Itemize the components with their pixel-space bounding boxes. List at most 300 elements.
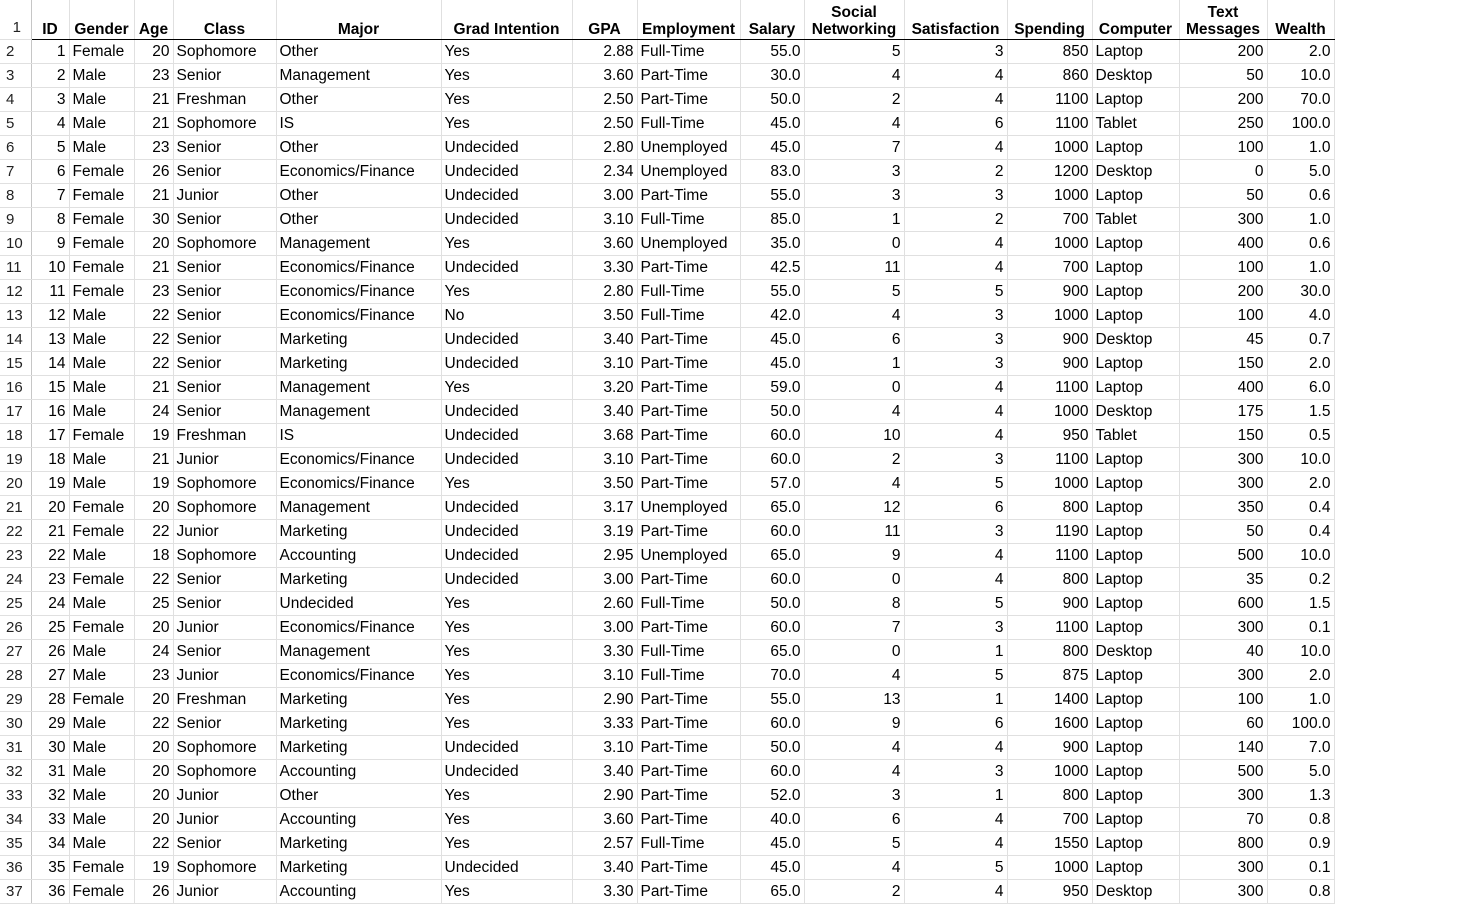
cell-computer[interactable]: Laptop	[1092, 663, 1179, 687]
row-number[interactable]: 24	[0, 567, 31, 591]
cell-salary[interactable]: 50.0	[740, 87, 804, 111]
cell-social-networking[interactable]: 4	[804, 759, 904, 783]
row-number[interactable]: 2	[0, 39, 31, 63]
cell-social-networking[interactable]: 10	[804, 423, 904, 447]
cell-employment[interactable]: Part-Time	[637, 807, 740, 831]
cell-id[interactable]: 21	[31, 519, 69, 543]
row-number[interactable]: 23	[0, 543, 31, 567]
cell-satisfaction[interactable]: 3	[904, 447, 1007, 471]
cell-computer[interactable]: Laptop	[1092, 303, 1179, 327]
cell-salary[interactable]: 45.0	[740, 351, 804, 375]
cell-text-messages[interactable]: 40	[1179, 639, 1267, 663]
cell-employment[interactable]: Part-Time	[637, 423, 740, 447]
cell-employment[interactable]: Full-Time	[637, 591, 740, 615]
cell-age[interactable]: 20	[134, 39, 173, 63]
cell-id[interactable]: 19	[31, 471, 69, 495]
cell-class[interactable]: Senior	[173, 567, 276, 591]
cell-id[interactable]: 8	[31, 207, 69, 231]
cell-id[interactable]: 12	[31, 303, 69, 327]
cell-wealth[interactable]: 2.0	[1267, 471, 1334, 495]
cell-wealth[interactable]: 5.0	[1267, 159, 1334, 183]
cell-class[interactable]: Junior	[173, 783, 276, 807]
cell-satisfaction[interactable]: 5	[904, 855, 1007, 879]
cell-wealth[interactable]: 1.5	[1267, 399, 1334, 423]
cell-wealth[interactable]: 10.0	[1267, 63, 1334, 87]
header-cell-spending[interactable]: Spending	[1007, 0, 1092, 39]
cell-text-messages[interactable]: 300	[1179, 855, 1267, 879]
cell-spending[interactable]: 1100	[1007, 87, 1092, 111]
cell-grad-intention[interactable]: Yes	[441, 279, 572, 303]
cell-text-messages[interactable]: 400	[1179, 375, 1267, 399]
cell-wealth[interactable]: 100.0	[1267, 111, 1334, 135]
cell-social-networking[interactable]: 1	[804, 207, 904, 231]
cell-major[interactable]: Accounting	[276, 759, 441, 783]
cell-spending[interactable]: 850	[1007, 39, 1092, 63]
cell-salary[interactable]: 60.0	[740, 711, 804, 735]
row-number[interactable]: 37	[0, 879, 31, 903]
cell-satisfaction[interactable]: 5	[904, 471, 1007, 495]
cell-text-messages[interactable]: 400	[1179, 231, 1267, 255]
cell-spending[interactable]: 1000	[1007, 471, 1092, 495]
cell-major[interactable]: IS	[276, 111, 441, 135]
cell-spending[interactable]: 1000	[1007, 855, 1092, 879]
cell-computer[interactable]: Laptop	[1092, 135, 1179, 159]
cell-spending[interactable]: 800	[1007, 783, 1092, 807]
cell-major[interactable]: Marketing	[276, 519, 441, 543]
cell-class[interactable]: Sophomore	[173, 759, 276, 783]
cell-major[interactable]: Accounting	[276, 543, 441, 567]
cell-id[interactable]: 9	[31, 231, 69, 255]
cell-salary[interactable]: 45.0	[740, 855, 804, 879]
cell-text-messages[interactable]: 300	[1179, 879, 1267, 903]
row-number[interactable]: 17	[0, 399, 31, 423]
cell-gpa[interactable]: 3.00	[572, 615, 637, 639]
cell-text-messages[interactable]: 45	[1179, 327, 1267, 351]
cell-class[interactable]: Junior	[173, 447, 276, 471]
cell-computer[interactable]: Laptop	[1092, 519, 1179, 543]
cell-computer[interactable]: Laptop	[1092, 495, 1179, 519]
cell-gender[interactable]: Male	[69, 447, 134, 471]
cell-major[interactable]: Management	[276, 63, 441, 87]
cell-text-messages[interactable]: 60	[1179, 711, 1267, 735]
cell-spending[interactable]: 860	[1007, 63, 1092, 87]
cell-spending[interactable]: 700	[1007, 255, 1092, 279]
cell-social-networking[interactable]: 11	[804, 255, 904, 279]
cell-id[interactable]: 28	[31, 687, 69, 711]
cell-id[interactable]: 34	[31, 831, 69, 855]
cell-class[interactable]: Senior	[173, 135, 276, 159]
cell-spending[interactable]: 800	[1007, 567, 1092, 591]
cell-grad-intention[interactable]: Undecided	[441, 255, 572, 279]
cell-satisfaction[interactable]: 1	[904, 639, 1007, 663]
cell-text-messages[interactable]: 300	[1179, 447, 1267, 471]
cell-gpa[interactable]: 3.00	[572, 567, 637, 591]
cell-gender[interactable]: Female	[69, 423, 134, 447]
cell-text-messages[interactable]: 300	[1179, 615, 1267, 639]
header-cell-text-messages[interactable]	[1179, 0, 1267, 39]
cell-employment[interactable]: Unemployed	[637, 135, 740, 159]
cell-computer[interactable]: Laptop	[1092, 567, 1179, 591]
cell-gender[interactable]: Female	[69, 279, 134, 303]
cell-salary[interactable]: 50.0	[740, 399, 804, 423]
cell-gender[interactable]: Male	[69, 639, 134, 663]
cell-grad-intention[interactable]: Yes	[441, 687, 572, 711]
cell-salary[interactable]: 60.0	[740, 423, 804, 447]
cell-employment[interactable]: Full-Time	[637, 639, 740, 663]
cell-major[interactable]: IS	[276, 423, 441, 447]
cell-spending[interactable]: 900	[1007, 327, 1092, 351]
cell-gender[interactable]: Female	[69, 39, 134, 63]
cell-id[interactable]: 17	[31, 423, 69, 447]
cell-satisfaction[interactable]: 4	[904, 255, 1007, 279]
cell-text-messages[interactable]: 300	[1179, 783, 1267, 807]
cell-wealth[interactable]: 1.0	[1267, 135, 1334, 159]
cell-spending[interactable]: 900	[1007, 351, 1092, 375]
row-number[interactable]: 3	[0, 63, 31, 87]
cell-gpa[interactable]: 3.19	[572, 519, 637, 543]
cell-satisfaction[interactable]: 2	[904, 159, 1007, 183]
cell-wealth[interactable]: 5.0	[1267, 759, 1334, 783]
cell-grad-intention[interactable]: Undecided	[441, 519, 572, 543]
cell-social-networking[interactable]: 5	[804, 39, 904, 63]
cell-wealth[interactable]: 0.6	[1267, 183, 1334, 207]
cell-social-networking[interactable]: 3	[804, 183, 904, 207]
cell-id[interactable]: 5	[31, 135, 69, 159]
cell-salary[interactable]: 30.0	[740, 63, 804, 87]
cell-spending[interactable]: 875	[1007, 663, 1092, 687]
cell-employment[interactable]: Part-Time	[637, 855, 740, 879]
cell-social-networking[interactable]: 4	[804, 63, 904, 87]
cell-employment[interactable]: Part-Time	[637, 255, 740, 279]
cell-grad-intention[interactable]: Yes	[441, 111, 572, 135]
cell-grad-intention[interactable]: Undecided	[441, 567, 572, 591]
cell-age[interactable]: 22	[134, 711, 173, 735]
row-number[interactable]: 12	[0, 279, 31, 303]
cell-satisfaction[interactable]: 6	[904, 711, 1007, 735]
cell-computer[interactable]: Laptop	[1092, 759, 1179, 783]
cell-salary[interactable]: 45.0	[740, 135, 804, 159]
cell-gender[interactable]: Female	[69, 159, 134, 183]
cell-salary[interactable]: 55.0	[740, 279, 804, 303]
cell-social-networking[interactable]: 2	[804, 879, 904, 903]
cell-grad-intention[interactable]: Undecided	[441, 327, 572, 351]
cell-gender[interactable]: Male	[69, 591, 134, 615]
cell-grad-intention[interactable]: Yes	[441, 807, 572, 831]
cell-age[interactable]: 22	[134, 351, 173, 375]
cell-satisfaction[interactable]: 3	[904, 519, 1007, 543]
cell-gpa[interactable]: 3.60	[572, 231, 637, 255]
cell-major[interactable]: Marketing	[276, 351, 441, 375]
cell-salary[interactable]: 85.0	[740, 207, 804, 231]
cell-spending[interactable]: 900	[1007, 279, 1092, 303]
header-cell-social-networking[interactable]	[804, 0, 904, 39]
cell-gpa[interactable]: 3.68	[572, 423, 637, 447]
cell-employment[interactable]: Part-Time	[637, 759, 740, 783]
cell-satisfaction[interactable]: 5	[904, 591, 1007, 615]
row-number[interactable]: 19	[0, 447, 31, 471]
cell-grad-intention[interactable]: Yes	[441, 615, 572, 639]
cell-id[interactable]: 23	[31, 567, 69, 591]
cell-spending[interactable]: 1100	[1007, 447, 1092, 471]
cell-id[interactable]: 26	[31, 639, 69, 663]
row-number[interactable]: 9	[0, 207, 31, 231]
cell-age[interactable]: 24	[134, 399, 173, 423]
cell-major[interactable]: Management	[276, 399, 441, 423]
cell-salary[interactable]: 42.5	[740, 255, 804, 279]
cell-employment[interactable]: Part-Time	[637, 87, 740, 111]
cell-computer[interactable]: Laptop	[1092, 375, 1179, 399]
cell-computer[interactable]: Laptop	[1092, 87, 1179, 111]
cell-gender[interactable]: Female	[69, 495, 134, 519]
cell-computer[interactable]: Laptop	[1092, 471, 1179, 495]
cell-text-messages[interactable]: 140	[1179, 735, 1267, 759]
cell-salary[interactable]: 50.0	[740, 735, 804, 759]
cell-wealth[interactable]: 1.5	[1267, 591, 1334, 615]
cell-social-networking[interactable]: 8	[804, 591, 904, 615]
cell-satisfaction[interactable]: 2	[904, 207, 1007, 231]
cell-gpa[interactable]: 3.10	[572, 207, 637, 231]
cell-satisfaction[interactable]: 3	[904, 303, 1007, 327]
row-number[interactable]: 5	[0, 111, 31, 135]
row-number[interactable]: 32	[0, 759, 31, 783]
cell-salary[interactable]: 42.0	[740, 303, 804, 327]
cell-gpa[interactable]: 3.50	[572, 471, 637, 495]
cell-id[interactable]: 32	[31, 783, 69, 807]
cell-major[interactable]: Other	[276, 135, 441, 159]
cell-text-messages[interactable]: 100	[1179, 135, 1267, 159]
cell-employment[interactable]: Part-Time	[637, 879, 740, 903]
cell-spending[interactable]: 700	[1007, 807, 1092, 831]
cell-spending[interactable]: 1550	[1007, 831, 1092, 855]
cell-spending[interactable]: 800	[1007, 639, 1092, 663]
cell-computer[interactable]: Laptop	[1092, 39, 1179, 63]
row-number[interactable]: 20	[0, 471, 31, 495]
cell-class[interactable]: Junior	[173, 807, 276, 831]
cell-id[interactable]: 36	[31, 879, 69, 903]
cell-social-networking[interactable]: 0	[804, 231, 904, 255]
cell-salary[interactable]: 83.0	[740, 159, 804, 183]
cell-gender[interactable]: Male	[69, 663, 134, 687]
cell-id[interactable]: 3	[31, 87, 69, 111]
cell-employment[interactable]: Part-Time	[637, 63, 740, 87]
row-number[interactable]: 6	[0, 135, 31, 159]
cell-age[interactable]: 26	[134, 159, 173, 183]
row-number[interactable]: 35	[0, 831, 31, 855]
cell-employment[interactable]: Part-Time	[637, 783, 740, 807]
cell-age[interactable]: 19	[134, 471, 173, 495]
cell-age[interactable]: 25	[134, 591, 173, 615]
cell-age[interactable]: 18	[134, 543, 173, 567]
cell-age[interactable]: 20	[134, 495, 173, 519]
cell-id[interactable]: 27	[31, 663, 69, 687]
cell-major[interactable]: Marketing	[276, 855, 441, 879]
cell-satisfaction[interactable]: 4	[904, 63, 1007, 87]
cell-satisfaction[interactable]: 5	[904, 663, 1007, 687]
cell-class[interactable]: Senior	[173, 831, 276, 855]
cell-id[interactable]: 11	[31, 279, 69, 303]
cell-computer[interactable]: Tablet	[1092, 423, 1179, 447]
cell-grad-intention[interactable]: Yes	[441, 591, 572, 615]
cell-salary[interactable]: 60.0	[740, 519, 804, 543]
header-cell-computer[interactable]: Computer	[1092, 0, 1179, 39]
cell-gpa[interactable]: 3.10	[572, 447, 637, 471]
cell-class[interactable]: Senior	[173, 159, 276, 183]
cell-social-networking[interactable]: 11	[804, 519, 904, 543]
cell-wealth[interactable]: 10.0	[1267, 543, 1334, 567]
cell-satisfaction[interactable]: 6	[904, 111, 1007, 135]
cell-text-messages[interactable]: 150	[1179, 351, 1267, 375]
cell-major[interactable]: Undecided	[276, 591, 441, 615]
cell-text-messages[interactable]: 175	[1179, 399, 1267, 423]
cell-spending[interactable]: 1000	[1007, 231, 1092, 255]
cell-class[interactable]: Sophomore	[173, 855, 276, 879]
cell-grad-intention[interactable]: Yes	[441, 471, 572, 495]
cell-spending[interactable]: 1000	[1007, 303, 1092, 327]
cell-satisfaction[interactable]: 4	[904, 567, 1007, 591]
row-number[interactable]: 1	[0, 0, 31, 39]
cell-spending[interactable]: 1100	[1007, 375, 1092, 399]
cell-salary[interactable]: 59.0	[740, 375, 804, 399]
cell-gpa[interactable]: 3.10	[572, 735, 637, 759]
cell-social-networking[interactable]: 3	[804, 783, 904, 807]
cell-wealth[interactable]: 0.1	[1267, 615, 1334, 639]
cell-text-messages[interactable]: 300	[1179, 207, 1267, 231]
cell-employment[interactable]: Full-Time	[637, 279, 740, 303]
cell-computer[interactable]: Laptop	[1092, 231, 1179, 255]
row-number[interactable]: 30	[0, 711, 31, 735]
cell-age[interactable]: 23	[134, 135, 173, 159]
cell-employment[interactable]: Full-Time	[637, 663, 740, 687]
cell-employment[interactable]: Part-Time	[637, 519, 740, 543]
cell-text-messages[interactable]: 350	[1179, 495, 1267, 519]
header-cell-gender[interactable]: Gender	[69, 0, 134, 39]
cell-salary[interactable]: 65.0	[740, 879, 804, 903]
cell-employment[interactable]: Part-Time	[637, 471, 740, 495]
cell-gender[interactable]: Female	[69, 519, 134, 543]
cell-computer[interactable]: Desktop	[1092, 639, 1179, 663]
row-number[interactable]: 29	[0, 687, 31, 711]
row-number[interactable]: 26	[0, 615, 31, 639]
cell-social-networking[interactable]: 4	[804, 303, 904, 327]
cell-text-messages[interactable]: 200	[1179, 87, 1267, 111]
cell-major[interactable]: Economics/Finance	[276, 663, 441, 687]
cell-spending[interactable]: 1000	[1007, 135, 1092, 159]
cell-major[interactable]: Economics/Finance	[276, 255, 441, 279]
cell-employment[interactable]: Part-Time	[637, 735, 740, 759]
cell-computer[interactable]: Laptop	[1092, 183, 1179, 207]
cell-gender[interactable]: Male	[69, 327, 134, 351]
header-cell-employment[interactable]: Employment	[637, 0, 740, 39]
cell-class[interactable]: Senior	[173, 399, 276, 423]
cell-social-networking[interactable]: 6	[804, 327, 904, 351]
cell-gender[interactable]: Male	[69, 807, 134, 831]
cell-class[interactable]: Sophomore	[173, 231, 276, 255]
cell-grad-intention[interactable]: Yes	[441, 831, 572, 855]
cell-gender[interactable]: Male	[69, 375, 134, 399]
cell-grad-intention[interactable]: Undecided	[441, 735, 572, 759]
cell-class[interactable]: Senior	[173, 303, 276, 327]
cell-class[interactable]: Junior	[173, 519, 276, 543]
cell-class[interactable]: Senior	[173, 639, 276, 663]
row-number[interactable]: 11	[0, 255, 31, 279]
cell-major[interactable]: Other	[276, 207, 441, 231]
cell-satisfaction[interactable]: 4	[904, 87, 1007, 111]
cell-gpa[interactable]: 3.30	[572, 879, 637, 903]
cell-social-networking[interactable]: 5	[804, 279, 904, 303]
cell-id[interactable]: 25	[31, 615, 69, 639]
cell-gpa[interactable]: 3.10	[572, 351, 637, 375]
cell-wealth[interactable]: 0.4	[1267, 519, 1334, 543]
cell-major[interactable]: Economics/Finance	[276, 303, 441, 327]
cell-gender[interactable]: Female	[69, 255, 134, 279]
cell-salary[interactable]: 60.0	[740, 447, 804, 471]
cell-wealth[interactable]: 1.0	[1267, 255, 1334, 279]
cell-social-networking[interactable]: 2	[804, 447, 904, 471]
cell-age[interactable]: 20	[134, 615, 173, 639]
row-number[interactable]: 15	[0, 351, 31, 375]
cell-text-messages[interactable]: 200	[1179, 39, 1267, 63]
cell-satisfaction[interactable]: 4	[904, 135, 1007, 159]
cell-salary[interactable]: 45.0	[740, 111, 804, 135]
header-cell-id[interactable]: ID	[31, 0, 69, 39]
cell-social-networking[interactable]: 0	[804, 567, 904, 591]
cell-major[interactable]: Marketing	[276, 327, 441, 351]
cell-satisfaction[interactable]: 4	[904, 231, 1007, 255]
cell-wealth[interactable]: 2.0	[1267, 351, 1334, 375]
cell-major[interactable]: Economics/Finance	[276, 447, 441, 471]
cell-gender[interactable]: Male	[69, 87, 134, 111]
cell-major[interactable]: Accounting	[276, 807, 441, 831]
cell-age[interactable]: 20	[134, 687, 173, 711]
cell-gpa[interactable]: 3.60	[572, 807, 637, 831]
cell-age[interactable]: 24	[134, 639, 173, 663]
cell-gender[interactable]: Male	[69, 471, 134, 495]
cell-text-messages[interactable]: 800	[1179, 831, 1267, 855]
cell-social-networking[interactable]: 5	[804, 831, 904, 855]
cell-grad-intention[interactable]: Yes	[441, 663, 572, 687]
cell-computer[interactable]: Tablet	[1092, 207, 1179, 231]
cell-gpa[interactable]: 2.50	[572, 111, 637, 135]
cell-social-networking[interactable]: 9	[804, 711, 904, 735]
cell-age[interactable]: 22	[134, 831, 173, 855]
cell-salary[interactable]: 60.0	[740, 759, 804, 783]
cell-salary[interactable]: 55.0	[740, 183, 804, 207]
cell-age[interactable]: 26	[134, 879, 173, 903]
cell-gender[interactable]: Male	[69, 111, 134, 135]
cell-major[interactable]: Other	[276, 783, 441, 807]
cell-age[interactable]: 21	[134, 375, 173, 399]
cell-satisfaction[interactable]: 3	[904, 327, 1007, 351]
cell-id[interactable]: 6	[31, 159, 69, 183]
cell-satisfaction[interactable]: 3	[904, 615, 1007, 639]
cell-gender[interactable]: Male	[69, 63, 134, 87]
cell-spending[interactable]: 800	[1007, 495, 1092, 519]
cell-major[interactable]: Other	[276, 183, 441, 207]
cell-social-networking[interactable]: 9	[804, 543, 904, 567]
cell-age[interactable]: 21	[134, 111, 173, 135]
cell-wealth[interactable]: 6.0	[1267, 375, 1334, 399]
cell-class[interactable]: Junior	[173, 615, 276, 639]
cell-employment[interactable]: Unemployed	[637, 159, 740, 183]
cell-satisfaction[interactable]: 1	[904, 783, 1007, 807]
cell-id[interactable]: 31	[31, 759, 69, 783]
cell-social-networking[interactable]: 12	[804, 495, 904, 519]
row-number[interactable]: 28	[0, 663, 31, 687]
cell-employment[interactable]: Full-Time	[637, 831, 740, 855]
cell-major[interactable]: Marketing	[276, 567, 441, 591]
cell-satisfaction[interactable]: 4	[904, 423, 1007, 447]
cell-class[interactable]: Sophomore	[173, 735, 276, 759]
